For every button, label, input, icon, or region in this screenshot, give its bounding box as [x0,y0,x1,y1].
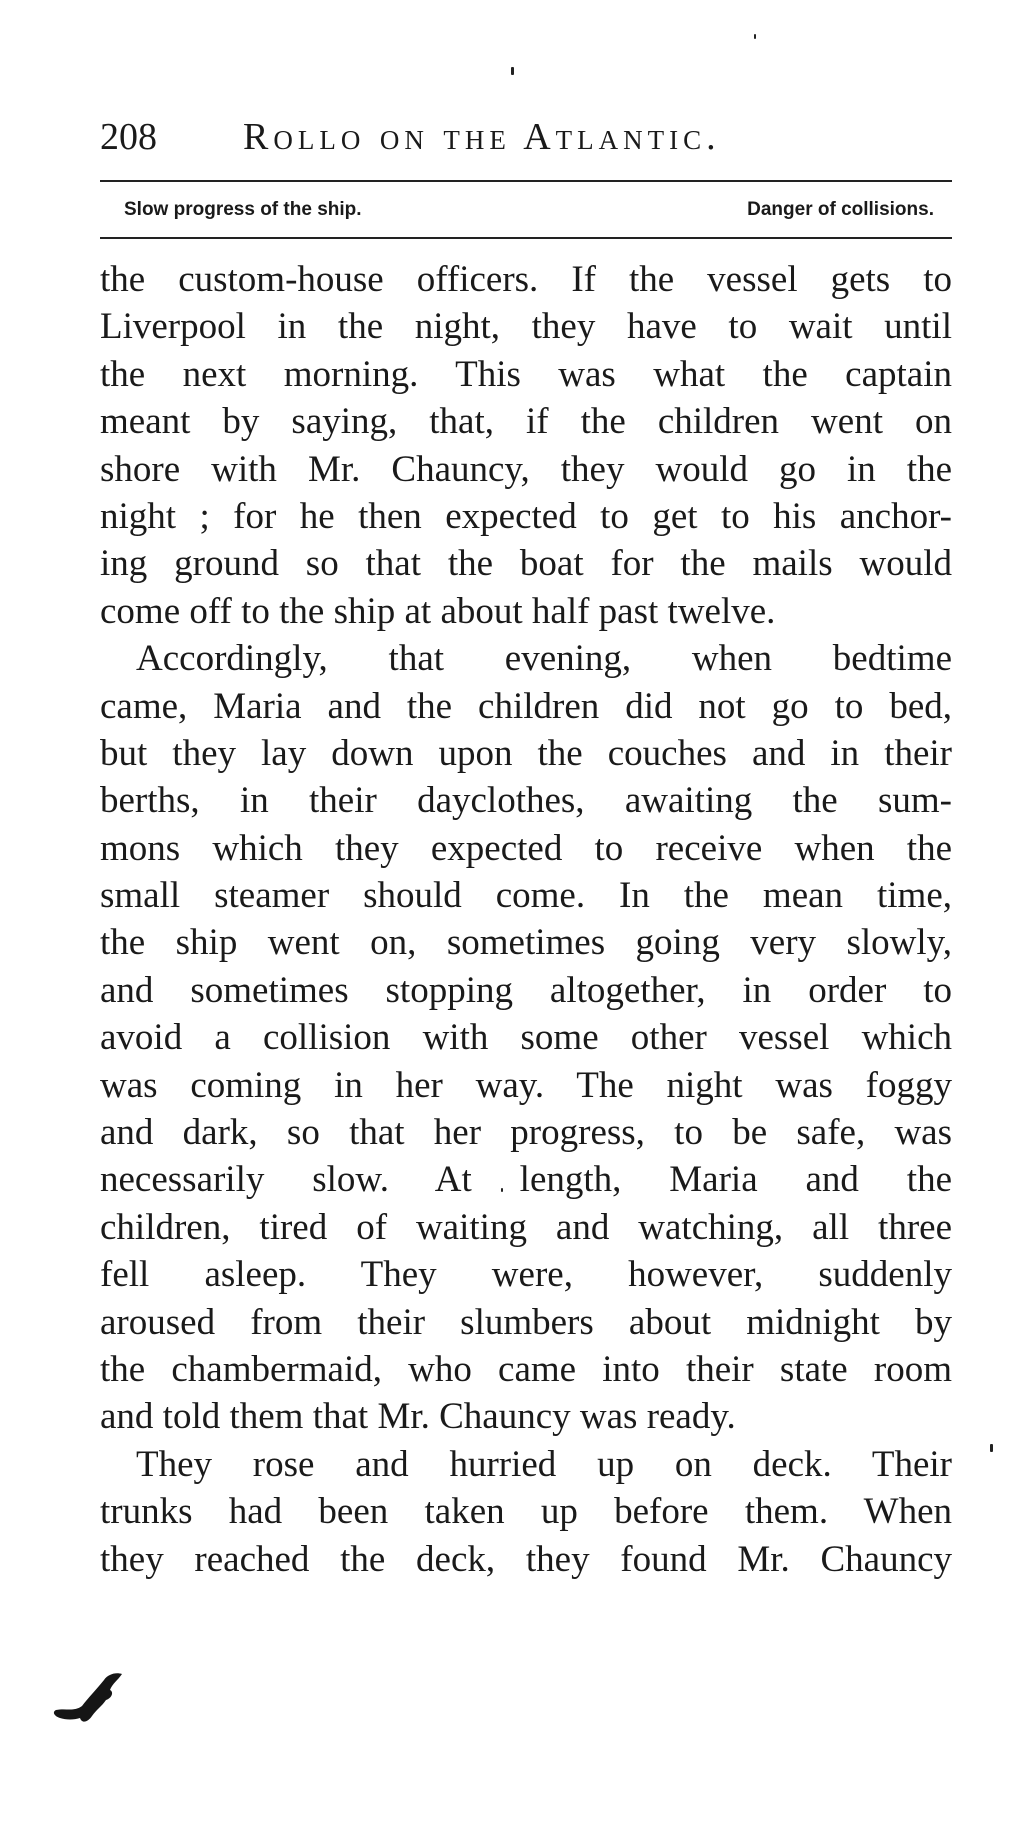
text-line: trunks had been taken up before them. When [100,1491,952,1533]
text-line: berths, in their dayclothes, awaiting the sum- [100,780,952,822]
ink-speck [754,34,756,39]
text-line: necessarily slow. At length, Maria and the [100,1159,952,1201]
text-line: the next morning. This was what the captain [100,353,952,395]
text-line: fell asleep. They were, however, suddenly [100,1254,952,1296]
subheader-right: Danger of collisions. [747,199,934,220]
paragraph [100,635,952,1441]
book-title: Rollo on the Atlantic. [243,116,721,158]
running-head [100,112,950,162]
header-rule-bottom [100,237,952,239]
text-line: They rose and hurried up on deck. Their [136,1443,952,1485]
text-line: Accordingly, that evening, when bedtime [136,638,952,680]
text-line: was coming in her way. The night was foggy [100,1064,952,1106]
paragraph [100,256,952,635]
text-line: meant by saying, that, if the children went on [100,401,952,443]
ink-speck [990,1444,993,1452]
header-rule-top [100,180,952,182]
text-line: Liverpool in the night, they have to wait until [100,306,952,348]
text-line: ing ground so that the boat for the mails would [100,543,952,585]
text-line: came, Maria and the children did not go to bed, [100,685,952,727]
text-line: mons which they expected to receive when the [100,827,952,869]
ink-speck [511,67,514,75]
text-line: aroused from their slumbers about midnight by [100,1301,952,1343]
text-line: the custom-house officers. If the vessel gets to [100,259,952,300]
text-line: and dark, so that her progress, to be safe, was [100,1112,952,1154]
text-line: avoid a collision with some other vessel which [100,1017,952,1059]
text-line: and told them that Mr. Chauncy was ready. [100,1396,736,1438]
page-number: 208 [100,116,157,158]
section-subheader [124,190,934,230]
text-line: come off to the ship at about half past twelve. [100,590,776,632]
body-text [100,256,952,1583]
text-line: the ship went on, sometimes going very slowly, [100,922,952,964]
text-line: and sometimes stopping altogether, in order to [100,969,952,1011]
text-line: night ; for he then expected to get to his anchor- [100,495,952,537]
text-line: children, tired of waiting and watching, all three [100,1206,952,1248]
text-line: shore with Mr. Chauncy, they would go in the [100,448,952,490]
subheader-left: Slow progress of the ship. [124,199,362,220]
text-line: the chambermaid, who came into their state room [100,1348,952,1390]
paragraph [100,1441,952,1583]
ink-blot-icon [52,1670,126,1726]
text-line: but they lay down upon the couches and in their [100,732,952,774]
text-line: they reached the deck, they found Mr. Chauncy [100,1538,952,1580]
text-line: small steamer should come. In the mean time, [100,875,952,917]
